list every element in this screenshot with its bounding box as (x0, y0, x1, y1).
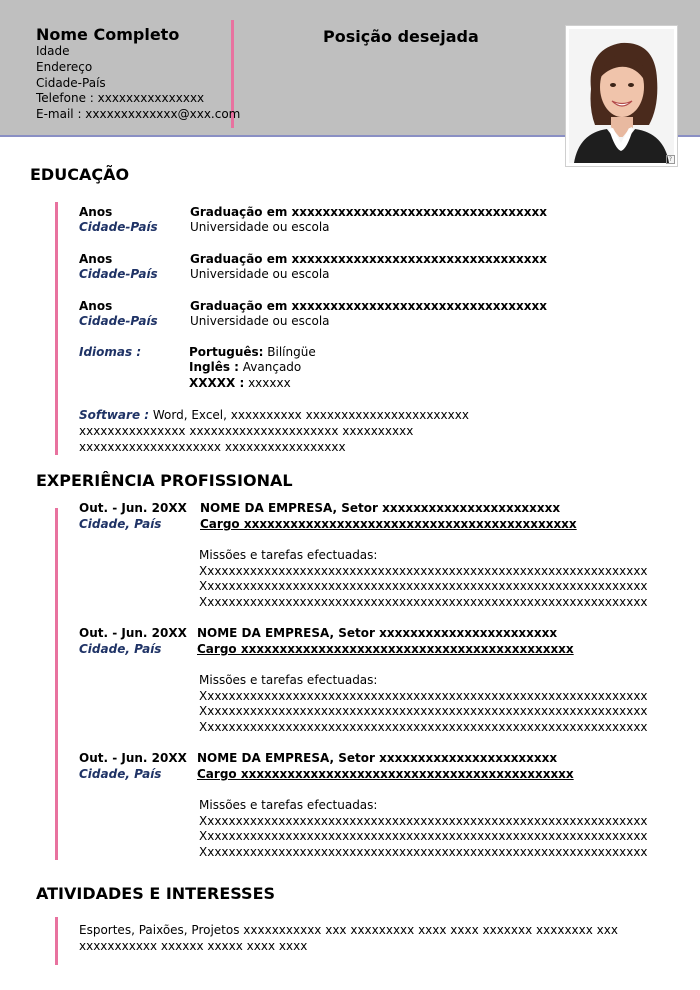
education-school: Universidade ou escola (190, 267, 330, 281)
experience-role: Cargo xxxxxxxxxxxxxxxxxxxxxxxxxxxxxxxxxxxxxxxxxxx (197, 642, 574, 656)
language-level: Avançado (238, 360, 302, 374)
education-accent-bar (55, 202, 58, 455)
section-title-education: EDUCAÇÃO (30, 165, 130, 184)
task-line: Xxxxxxxxxxxxxxxxxxxxxxxxxxxxxxxxxxxxxxxxxxxxxxxxxxxxxxxxxxxxxxx (199, 563, 648, 578)
language-name: Português: (189, 345, 264, 359)
contact-info (36, 44, 240, 123)
education-degree: Graduação em xxxxxxxxxxxxxxxxxxxxxxxxxxxxxxxxx (190, 252, 547, 266)
task-line: Xxxxxxxxxxxxxxxxxxxxxxxxxxxxxxxxxxxxxxxxxxxxxxxxxxxxxxxxxxxxxxx (199, 719, 648, 734)
language-name: Inglês : (189, 360, 239, 374)
languages-label: Idiomas : (79, 345, 142, 359)
experience-tasks (199, 798, 648, 860)
experience-accent-bar (55, 508, 58, 860)
education-location: Cidade-País (79, 267, 158, 281)
software-skills (79, 407, 559, 455)
experience-dates: Out. - Jun. 20XX (79, 626, 187, 640)
age: Idade (36, 44, 70, 58)
software-text: Word, Excel, xxxxxxxxxx xxxxxxxxxxxxxxxxxxxxxxx xxxxxxxxxxxxxxx xxxxxxxxxxxxxxxxxxxxx xxxxxxxxxx xxxxxxxxxxxxxxxxxxxx xxxxxxxxxxxxxxxxx (79, 408, 469, 454)
city-country: Cidade-País (36, 75, 106, 90)
education-location: Cidade-País (79, 220, 158, 234)
language-name: XXXXX : (189, 376, 245, 390)
language-level: xxxxxx (244, 376, 291, 390)
language-item (189, 360, 301, 374)
tasks-label: Missões e tarefas efectuadas: (199, 673, 378, 687)
help-icon: ? (666, 155, 675, 164)
section-title-activities: ATIVIDADES E INTERESSES (36, 884, 276, 903)
section-title-experience: EXPERIÊNCIA PROFISSIONAL (36, 471, 293, 490)
task-line: Xxxxxxxxxxxxxxxxxxxxxxxxxxxxxxxxxxxxxxxxxxxxxxxxxxxxxxxxxxxxxxx (199, 579, 648, 593)
education-location: Cidade-País (79, 314, 158, 328)
task-line: Xxxxxxxxxxxxxxxxxxxxxxxxxxxxxxxxxxxxxxxxxxxxxxxxxxxxxxxxxxxxxxx (199, 813, 648, 828)
desired-position: Posição desejada (323, 27, 479, 46)
experience-location: Cidade, País (79, 642, 162, 656)
education-degree: Graduação em xxxxxxxxxxxxxxxxxxxxxxxxxxxxxxxxx (190, 205, 547, 219)
task-line: Xxxxxxxxxxxxxxxxxxxxxxxxxxxxxxxxxxxxxxxxxxxxxxxxxxxxxxxxxxxxxxx (199, 829, 648, 843)
experience-tasks (199, 548, 648, 610)
task-line: Xxxxxxxxxxxxxxxxxxxxxxxxxxxxxxxxxxxxxxxxxxxxxxxxxxxxxxxxxxxxxxx (199, 844, 648, 859)
education-years: Anos (79, 205, 113, 219)
language-level: Bilíngüe (263, 345, 316, 359)
experience-company: NOME DA EMPRESA, Setor xxxxxxxxxxxxxxxxxxxxxxx (197, 751, 558, 765)
education-years: Anos (79, 299, 113, 313)
task-line: Xxxxxxxxxxxxxxxxxxxxxxxxxxxxxxxxxxxxxxxxxxxxxxxxxxxxxxxxxxxxxxx (199, 704, 648, 718)
email: E-mail : xxxxxxxxxxxxx@xxx.com (36, 107, 241, 122)
software-label: Software : (79, 408, 150, 422)
phone: Telefone : xxxxxxxxxxxxxxx (36, 91, 205, 106)
tasks-label: Missões e tarefas efectuadas: (199, 798, 378, 812)
task-line: Xxxxxxxxxxxxxxxxxxxxxxxxxxxxxxxxxxxxxxxxxxxxxxxxxxxxxxxxxxxxxxx (199, 594, 648, 609)
language-item (189, 376, 291, 390)
activities-accent-bar (55, 917, 58, 965)
education-school: Universidade ou escola (190, 220, 330, 234)
language-item (189, 345, 316, 359)
experience-location: Cidade, País (79, 767, 162, 781)
experience-dates: Out. - Jun. 20XX (79, 751, 187, 765)
experience-company: NOME DA EMPRESA, Setor xxxxxxxxxxxxxxxxxxxxxxx (200, 501, 561, 515)
tasks-label: Missões e tarefas efectuadas: (199, 548, 378, 562)
portrait-icon (569, 29, 674, 163)
experience-dates: Out. - Jun. 20XX (79, 501, 187, 515)
experience-company: NOME DA EMPRESA, Setor xxxxxxxxxxxxxxxxxxxxxxx (197, 626, 558, 640)
experience-location: Cidade, País (79, 517, 162, 531)
task-line: Xxxxxxxxxxxxxxxxxxxxxxxxxxxxxxxxxxxxxxxxxxxxxxxxxxxxxxxxxxxxxxx (199, 688, 648, 703)
experience-role: Cargo xxxxxxxxxxxxxxxxxxxxxxxxxxxxxxxxxxxxxxxxxxx (200, 517, 577, 531)
activities-text: Esportes, Paixões, Projetos xxxxxxxxxxx xxx xxxxxxxxx xxxx xxxx xxxxxxx xxxxxxxx xxx xxxxxxxxxxx xxxxxx xxxxx xxxx xxxx (79, 923, 618, 953)
education-school: Universidade ou escola (190, 314, 330, 328)
experience-tasks (199, 673, 648, 735)
profile-photo (565, 25, 678, 167)
experience-role: Cargo xxxxxxxxxxxxxxxxxxxxxxxxxxxxxxxxxxxxxxxxxxx (197, 767, 574, 781)
education-degree: Graduação em xxxxxxxxxxxxxxxxxxxxxxxxxxxxxxxxx (190, 299, 547, 313)
education-years: Anos (79, 252, 113, 266)
address: Endereço (36, 59, 93, 74)
full-name: Nome Completo (36, 25, 180, 44)
